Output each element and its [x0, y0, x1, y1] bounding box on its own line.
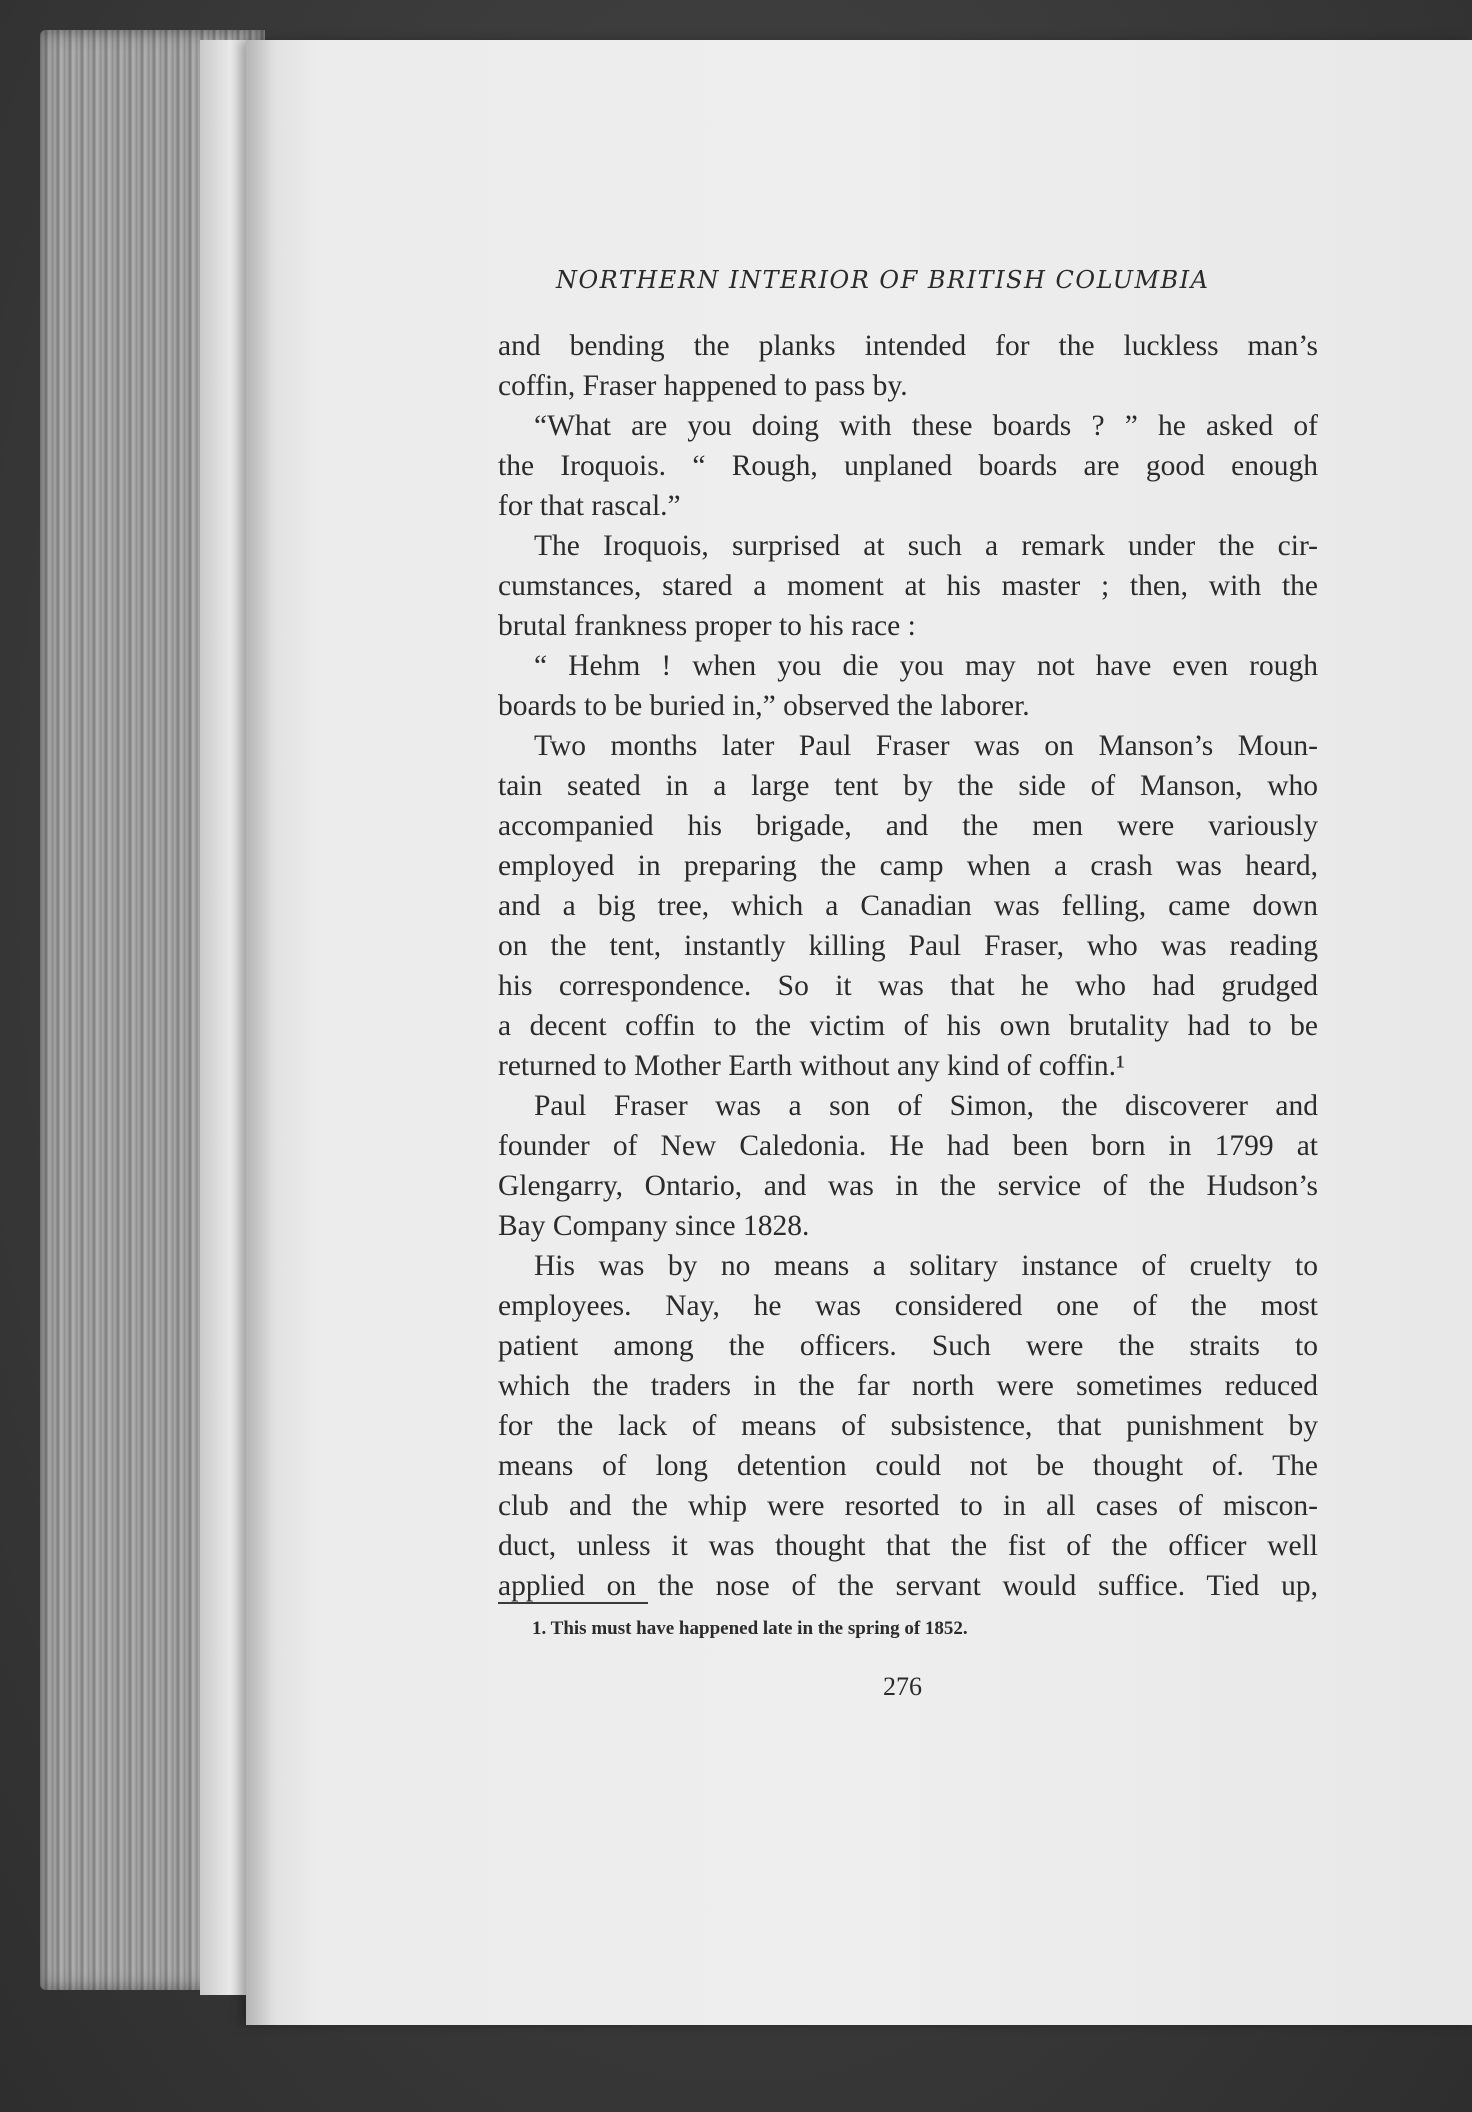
text-line: patient among the officers. Such were the straits to: [498, 1330, 1318, 1362]
text-line: cumstances, stared a moment at his master ; then, with the: [498, 570, 1318, 602]
text-line: Glengarry, Ontario, and was in the service of the Hudson’s: [498, 1170, 1318, 1202]
running-head: NORTHERN INTERIOR OF BRITISH COLUMBIA: [556, 266, 1210, 294]
text-line: boards to be buried in,” observed the laborer.: [498, 690, 1030, 722]
text-line: brutal frankness proper to his race :: [498, 610, 916, 642]
book-inner-edge: [200, 40, 250, 1995]
text-line: Two months later Paul Fraser was on Manson’s Moun-: [534, 730, 1318, 762]
text-line: tain seated in a large tent by the side of Manson, who: [498, 770, 1318, 802]
text-line: which the traders in the far north were sometimes reduced: [498, 1370, 1318, 1402]
text-line: accompanied his brigade, and the men were variously: [498, 810, 1318, 842]
text-line: Paul Fraser was a son of Simon, the discoverer and: [534, 1090, 1318, 1122]
text-line: “What are you doing with these boards ? ” he asked of: [534, 410, 1318, 442]
text-line: “ Hehm ! when you die you may not have even rough: [534, 650, 1318, 682]
text-line: His was by no means a solitary instance of cruelty to: [534, 1250, 1318, 1282]
text-line: and a big tree, which a Canadian was felling, came down: [498, 890, 1318, 922]
text-line: the Iroquois. “ Rough, unplaned boards are good enough: [498, 450, 1318, 482]
text-line: for the lack of means of subsistence, that punishment by: [498, 1410, 1318, 1442]
text-line: applied on the nose of the servant would suffice. Tied up,: [498, 1570, 1318, 1602]
text-line: returned to Mother Earth without any kind of coffin.¹: [498, 1050, 1125, 1082]
text-line: a decent coffin to the victim of his own brutality had to be: [498, 1010, 1318, 1042]
footnote: 1. This must have happened late in the spring of 1852.: [532, 1618, 968, 1639]
text-line: Bay Company since 1828.: [498, 1210, 810, 1242]
text-line: founder of New Caledonia. He had been born in 1799 at: [498, 1130, 1318, 1162]
gutter-shadow: [246, 40, 276, 2025]
text-line: employees. Nay, he was considered one of the most: [498, 1290, 1318, 1322]
text-line: coffin, Fraser happened to pass by.: [498, 370, 908, 402]
text-line: employed in preparing the camp when a crash was heard,: [498, 850, 1318, 882]
text-line: his correspondence. So it was that he who had grudged: [498, 970, 1318, 1002]
body-text: [498, 326, 1318, 1606]
footnote-rule: [498, 1602, 648, 1604]
text-line: on the tent, instantly killing Paul Fraser, who was reading: [498, 930, 1318, 962]
text-line: duct, unless it was thought that the fist of the officer well: [498, 1530, 1318, 1562]
text-line: club and the whip were resorted to in all cases of miscon-: [498, 1490, 1318, 1522]
text-line: for that rascal.”: [498, 490, 681, 522]
text-line: means of long detention could not be thought of. The: [498, 1450, 1318, 1482]
page-number: 276: [883, 1672, 922, 1701]
text-line: and bending the planks intended for the luckless man’s: [498, 330, 1318, 362]
text-line: The Iroquois, surprised at such a remark under the cir-: [534, 530, 1318, 562]
